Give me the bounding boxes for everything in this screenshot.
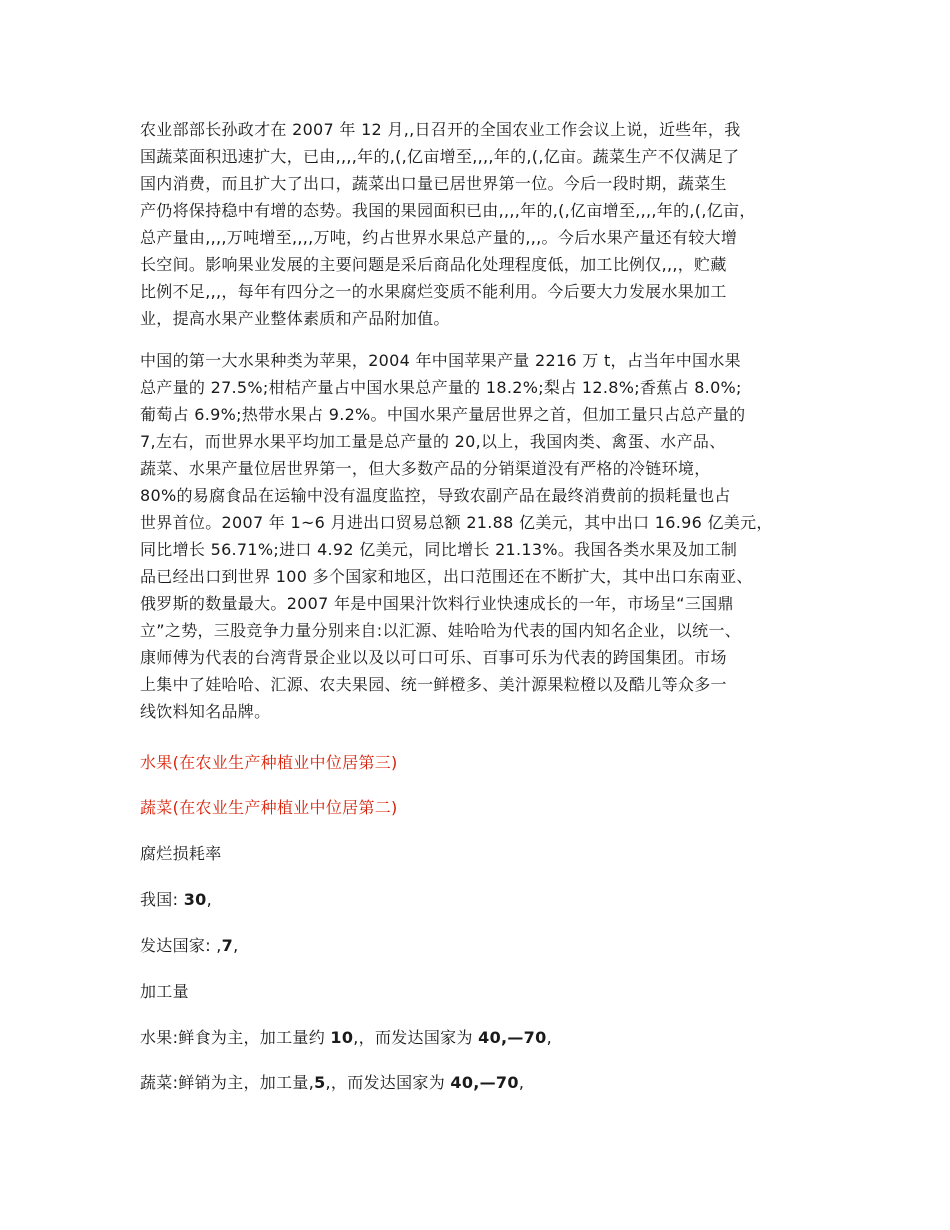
processing-veg-suffix: , [518, 1073, 525, 1092]
text-line: 蔬菜、水果产量位居世界第一，但大多数产品的分销渠道没有严格的冷链环境， [140, 459, 711, 478]
text-line: 康师傅为代表的台湾背景企业以及以可口可乐、百事可乐为代表的跨国集团。市场 [140, 648, 727, 667]
processing-veg-range: 40,—70 [450, 1073, 519, 1092]
processing-fruit-value: 10 [330, 1028, 354, 1047]
text-line: 国蔬菜面积迅速扩大，已由,,,,年的,(,亿亩增至,,,,年的,(,亿亩。蔬菜生产不仅满足了 [140, 147, 740, 166]
text-line: 俄罗斯的数量最大。2007 年是中国果汁饮料行业快速成长的一年，市场呈“三国鼎 [140, 594, 734, 613]
processing-fruit-suffix: , [546, 1028, 552, 1047]
text-line: 线饮料知名品牌。 [140, 702, 271, 721]
paragraph-agriculture-minister [140, 116, 840, 332]
text-line: 业，提高水果产业整体素质和产品附加值。 [140, 309, 450, 328]
processing-fruit-prefix: 水果:鲜食为主，加工量约 [140, 1028, 331, 1047]
rot-china-suffix: , [206, 890, 212, 909]
rot-developed-value: 7 [221, 936, 234, 955]
processing-title: 加工量 [140, 982, 189, 1001]
rot-china-label: 我国: [140, 890, 184, 909]
processing-veg-prefix: 蔬菜:鲜销为主，加工量, [140, 1073, 315, 1092]
processing-fruit-range: 40,—70 [478, 1028, 547, 1047]
text-line: 总产量的 27.5%;柑桔产量占中国水果总产量的 18.2%;梨占 12.8%;香蕉占 8.0%; [140, 378, 742, 397]
text-line: 立”之势，三股竞争力量分别来自:以汇源、娃哈哈为代表的国内知名企业，以统一、 [140, 621, 742, 640]
processing-vegetable [140, 1072, 524, 1094]
paragraph-fruit-industry [140, 347, 840, 725]
rot-rate-title: 腐烂损耗率 [140, 844, 222, 863]
processing-fruit [140, 1027, 552, 1049]
text-line: 比例不足,,,，每年有四分之一的水果腐烂变质不能利用。今后要大力发展水果加工 [140, 282, 727, 301]
rot-rate-developed [140, 935, 239, 957]
text-line: 国内消费，而且扩大了出口，蔬菜出口量已居世界第一位。今后一段时期，蔬菜生 [140, 174, 727, 193]
rot-developed-label: 发达国家: , [140, 936, 222, 955]
text-line: 产仍将保持稳中有增的态势。我国的果园面积已由,,,,年的,(,亿亩增至,,,,年的,(,亿亩， [140, 201, 756, 220]
text-line: 上集中了娃哈哈、汇源、农夫果园、统一鲜橙多、美汁源果粒橙以及酷儿等众多一 [140, 675, 727, 694]
heading-fruit: 水果(在农业生产种植业中位居第三) [140, 753, 398, 772]
processing-veg-mid: ,，而发达国家为 [325, 1073, 451, 1092]
rot-rate-china [140, 889, 212, 911]
rot-developed-suffix: , [233, 936, 239, 955]
text-line: 7,左右，而世界水果平均加工量是总产量的 20,以上，我国肉类、禽蛋、水产品、 [140, 432, 726, 451]
processing-fruit-mid: ,，而发达国家为 [353, 1028, 479, 1047]
text-line: 品已经出口到世界 100 多个国家和地区，出口范围还在不断扩大，其中出口东南亚、 [140, 567, 753, 586]
text-line: 中国的第一大水果种类为苹果，2004 年中国苹果产量 2216 万 t，占当年中国水果 [140, 351, 741, 370]
heading-vegetable: 蔬菜(在农业生产种植业中位居第二) [140, 798, 398, 817]
text-line: 葡萄占 6.9%;热带水果占 9.2%。中国水果产量居世界之首，但加工量只占总产量的 [140, 405, 746, 424]
text-line: 长空间。影响果业发展的主要问题是采后商品化处理程度低，加工比例仅,,,，贮藏 [140, 255, 727, 274]
text-line: 同比增长 56.71%;进口 4.92 亿美元，同比增长 21.13%。我国各类水果及加工制 [140, 540, 738, 559]
text-line: 农业部部长孙政才在 2007 年 12 月,,日召开的全国农业工作会议上说，近些年，我 [140, 120, 741, 139]
text-line: 总产量由,,,,万吨增至,,,,万吨，约占世界水果总产量的,,,。今后水果产量还有较大增 [140, 228, 738, 247]
processing-veg-value: 5 [314, 1073, 326, 1092]
rot-china-value: 30 [183, 890, 207, 909]
text-line: 80%的易腐食品在运输中没有温度监控，导致农副产品在最终消费前的损耗量也占 [140, 486, 731, 505]
text-line: 世界首位。2007 年 1~6 月进出口贸易总额 21.88 亿美元，其中出口 16.96 亿美元， [140, 513, 773, 532]
